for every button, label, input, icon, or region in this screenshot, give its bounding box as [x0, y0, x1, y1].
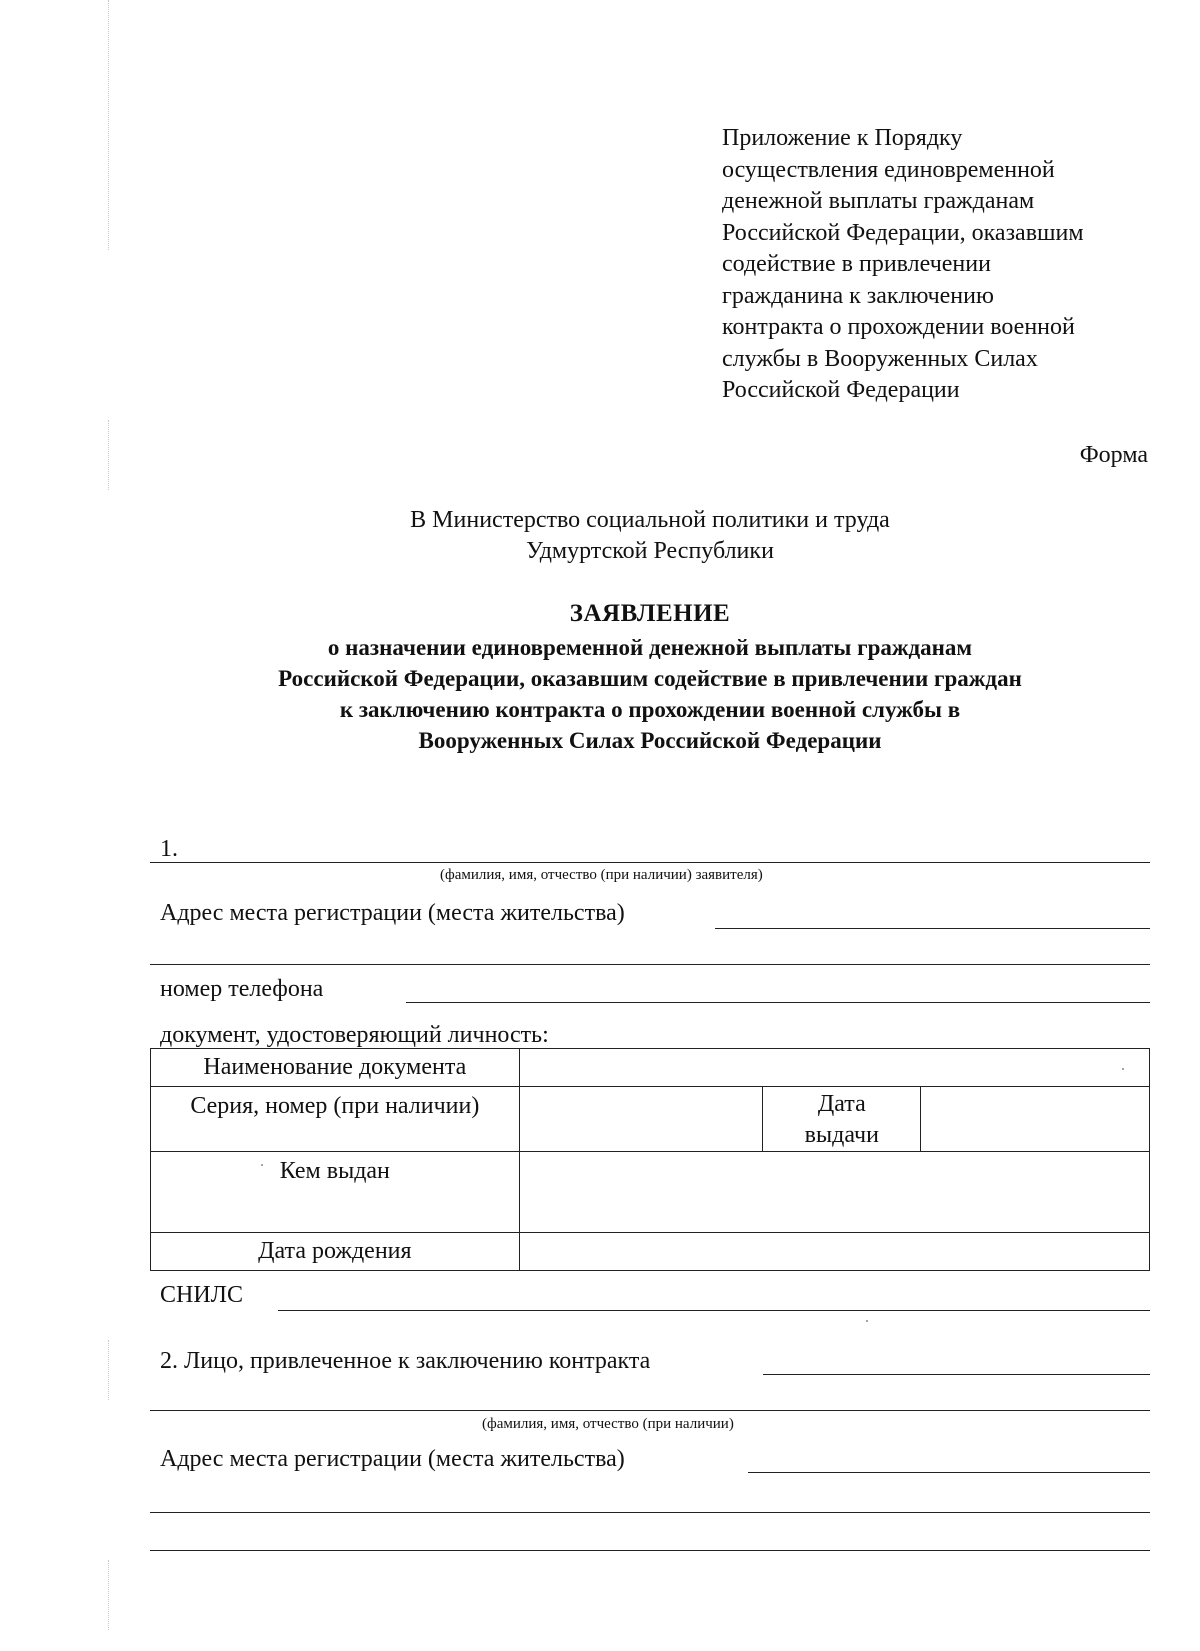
doc-name-label: Наименование документа [203, 1054, 467, 1080]
subtitle-line: Российской Федерации, оказавшим содействие в привлечении граждан [278, 666, 1022, 691]
issue-date-field[interactable] [921, 1087, 1150, 1152]
snils-label: СНИЛС [160, 1282, 243, 1308]
appendix-line: Российской Федерации, оказавшим [722, 219, 1084, 246]
appendix-line: содействие в привлечении [722, 251, 991, 277]
form-label: Форма [1079, 442, 1148, 468]
subtitle-line: Вооруженных Силах Российской Федерации [418, 728, 882, 753]
contract-person-address-field[interactable] [748, 1472, 1150, 1473]
phone-field[interactable] [406, 1002, 1150, 1003]
doc-name-field[interactable] [519, 1049, 1149, 1087]
birth-date-field[interactable] [519, 1233, 1149, 1271]
contract-person-field[interactable] [763, 1374, 1150, 1375]
applicant-name-field[interactable] [150, 862, 1150, 863]
applicant-address-label: Адрес места регистрации (места жительства) [160, 900, 625, 926]
document-title: ЗАЯВЛЕНИЕ [569, 600, 731, 627]
id-document-label: документ, удостоверяющий личность: [160, 1022, 549, 1048]
scan-speck [1122, 1068, 1124, 1070]
contract-person-hint: (фамилия, имя, отчество (при наличии) [482, 1416, 734, 1432]
applicant-address-field-cont[interactable] [150, 964, 1150, 965]
contract-person-address-field-cont[interactable] [150, 1512, 1150, 1513]
issued-by-field[interactable] [519, 1152, 1149, 1233]
scan-edge-mark [108, 1560, 109, 1630]
appendix-line: контракта о прохождении военной [722, 314, 1075, 340]
subtitle-line: к заключению контракта о прохождении военной службы в [339, 697, 961, 722]
phone-label: номер телефона [160, 976, 324, 1002]
contract-person-address-label: Адрес места регистрации (места жительства) [160, 1446, 625, 1472]
contract-person-address-field-cont[interactable] [150, 1550, 1150, 1551]
contract-person-field-cont[interactable] [150, 1410, 1150, 1411]
issue-date-label: выдачи [804, 1122, 879, 1148]
addressee-line: Удмуртской Республики [526, 538, 774, 564]
scan-speck [261, 1164, 263, 1166]
issued-by-label-cell [151, 1152, 520, 1233]
id-document-table [150, 1048, 1150, 1271]
addressee-line: В Министерство социальной политики и труда [410, 507, 890, 533]
appendix-line: Российской Федерации [722, 377, 960, 403]
series-number-field[interactable] [519, 1087, 763, 1152]
title-block [150, 598, 1150, 756]
birth-date-label-cell [151, 1233, 520, 1271]
section1-number: 1. [160, 836, 178, 862]
appendix-line: осуществления единовременной [722, 156, 1055, 183]
appendix-line: денежной выплаты гражданам [722, 188, 1035, 214]
appendix-line: Приложение к Порядку [722, 125, 963, 151]
appendix-line: службы в Вооруженных Силах [722, 345, 1038, 372]
applicant-address-field[interactable] [715, 928, 1150, 929]
doc-name-label-cell [151, 1049, 520, 1087]
snils-field[interactable] [278, 1310, 1150, 1311]
series-number-label: Серия, номер (при наличии) [190, 1093, 480, 1119]
section2-label: 2. Лицо, привлеченное к заключению контракта [160, 1348, 651, 1374]
issued-by-label: Кем выдан [279, 1158, 390, 1184]
addressee [350, 505, 950, 567]
appendix-note [722, 123, 1162, 407]
series-number-label-cell [151, 1087, 520, 1152]
applicant-name-hint: (фамилия, имя, отчество (при наличии) заявителя) [440, 867, 763, 883]
scan-edge-mark [108, 420, 109, 490]
scan-edge-mark [108, 1340, 109, 1400]
birth-date-label: Дата рождения [258, 1238, 412, 1264]
subtitle-line: о назначении единовременной денежной выплаты гражданам [327, 635, 973, 660]
scan-speck [866, 1320, 868, 1322]
appendix-line: гражданина к заключению [722, 282, 994, 309]
scan-edge-mark [108, 0, 109, 250]
issue-date-label: Дата [817, 1091, 866, 1117]
issue-date-label-cell [763, 1087, 921, 1152]
